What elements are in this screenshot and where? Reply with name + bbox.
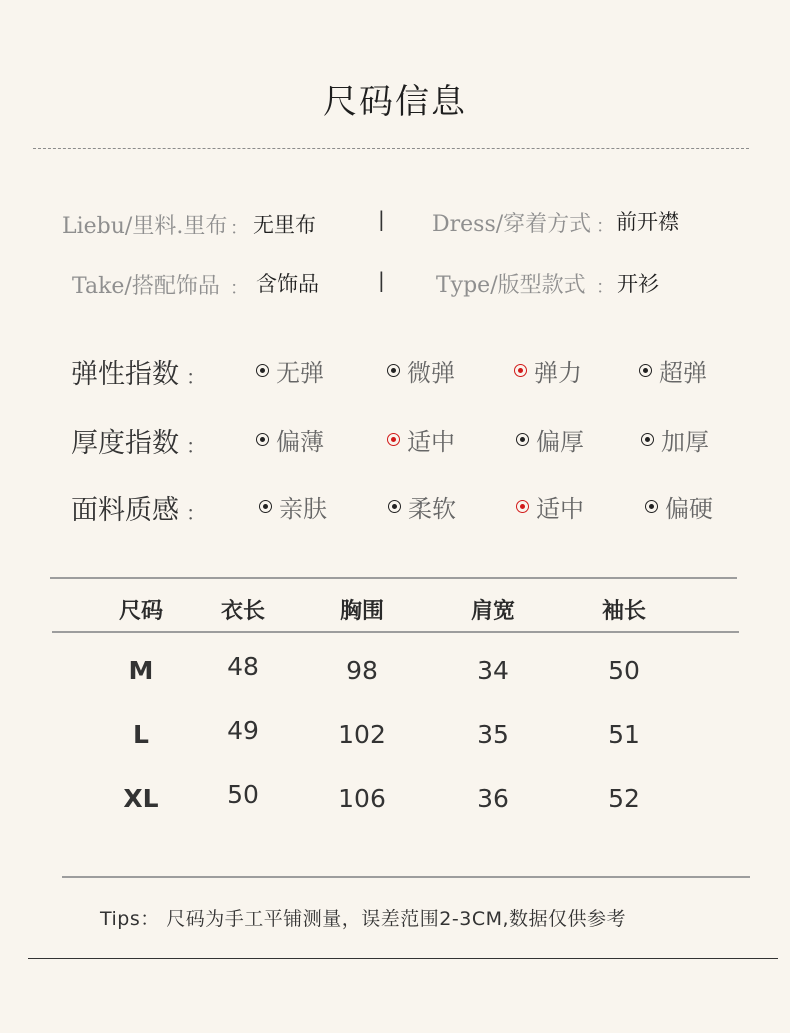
table-cell: 34 [477, 656, 509, 685]
info-label-accessory: Take/搭配饰品 [72, 274, 220, 299]
table-cell: 98 [346, 656, 378, 685]
info-label-lining: Liebu/里料.里布 [62, 214, 228, 239]
index-option-label: 偏厚 [536, 428, 584, 456]
index-colon: ： [186, 501, 206, 525]
table-cell: 106 [338, 784, 386, 813]
index-label: 弹性指数 [71, 359, 179, 390]
radio-icon [641, 433, 654, 446]
table-header-cell: 肩宽 [470, 599, 515, 624]
radio-selected-icon [516, 500, 529, 513]
index-option-label: 加厚 [661, 428, 709, 456]
table-cell: 36 [477, 784, 509, 813]
table-header-rule [52, 631, 739, 633]
radio-icon [259, 500, 272, 513]
info-value-type: 开衫 [617, 272, 659, 296]
index-label: 厚度指数 [71, 428, 179, 459]
info-value-lining: 无里布 [253, 213, 316, 237]
index-option[interactable] [641, 422, 709, 457]
index-option-label: 超弹 [659, 359, 707, 387]
index-option[interactable] [388, 489, 456, 524]
page-title: 尺码信息 [323, 82, 467, 122]
index-option[interactable] [516, 422, 584, 457]
index-label: 面料质感 [71, 495, 179, 526]
index-option-label: 适中 [407, 428, 455, 456]
index-option[interactable] [645, 489, 713, 524]
info-separator: | [378, 268, 385, 292]
footer-rule [28, 958, 778, 959]
info-colon: ： [596, 277, 614, 298]
index-option-label: 无弹 [276, 359, 324, 387]
index-option[interactable] [387, 353, 455, 388]
radio-icon [388, 500, 401, 513]
radio-selected-icon [387, 433, 400, 446]
index-option-label: 微弹 [407, 359, 455, 387]
index-option[interactable] [256, 353, 324, 388]
info-colon: ： [230, 278, 248, 299]
table-cell: 50 [227, 780, 259, 809]
table-bottom-rule [62, 876, 750, 878]
size-cell: XL [123, 784, 159, 813]
table-top-rule [50, 577, 737, 579]
table-header-cell: 袖长 [601, 599, 646, 624]
info-value-accessory: 含饰品 [256, 272, 319, 296]
size-cell: M [128, 656, 154, 685]
info-colon: ： [596, 216, 614, 237]
radio-icon [639, 364, 652, 377]
table-header-cell: 胸围 [339, 599, 384, 624]
index-option[interactable] [256, 422, 324, 457]
info-value-dress: 前开襟 [616, 210, 679, 234]
info-colon: ： [230, 218, 248, 239]
table-cell: 51 [608, 720, 640, 749]
radio-icon [387, 364, 400, 377]
radio-icon [256, 364, 269, 377]
size-cell: L [133, 720, 149, 749]
index-option[interactable] [259, 489, 327, 524]
table-cell: 49 [227, 716, 259, 745]
index-option[interactable] [639, 353, 707, 388]
table-cell: 48 [227, 652, 259, 681]
info-label-type: Type/版型款式 [436, 273, 586, 298]
table-cell: 50 [608, 656, 640, 685]
index-option[interactable] [387, 422, 455, 457]
dashed-divider [33, 148, 749, 149]
table-cell: 52 [608, 784, 640, 813]
table-header-cell: 衣长 [220, 599, 265, 624]
radio-selected-icon [514, 364, 527, 377]
index-option[interactable] [514, 353, 582, 388]
index-option-label: 亲肤 [279, 495, 327, 523]
radio-icon [645, 500, 658, 513]
radio-icon [256, 433, 269, 446]
info-separator: | [378, 207, 385, 231]
index-option-label: 适中 [536, 495, 584, 523]
index-option-label: 偏薄 [276, 428, 324, 456]
index-option-label: 弹力 [534, 359, 582, 387]
table-cell: 102 [338, 720, 386, 749]
table-cell: 35 [477, 720, 509, 749]
index-option-label: 柔软 [408, 495, 456, 523]
index-colon: ： [186, 434, 206, 458]
info-label-dress: Dress/穿着方式 [432, 212, 592, 237]
tips-text: Tips： 尺码为手工平铺测量，误差范围2-3CM,数据仅供参考 [100, 908, 627, 930]
index-option-label: 偏硬 [665, 495, 713, 523]
table-header-cell: 尺码 [118, 599, 163, 624]
index-colon: ： [186, 365, 206, 389]
radio-icon [516, 433, 529, 446]
index-option[interactable] [516, 489, 584, 524]
